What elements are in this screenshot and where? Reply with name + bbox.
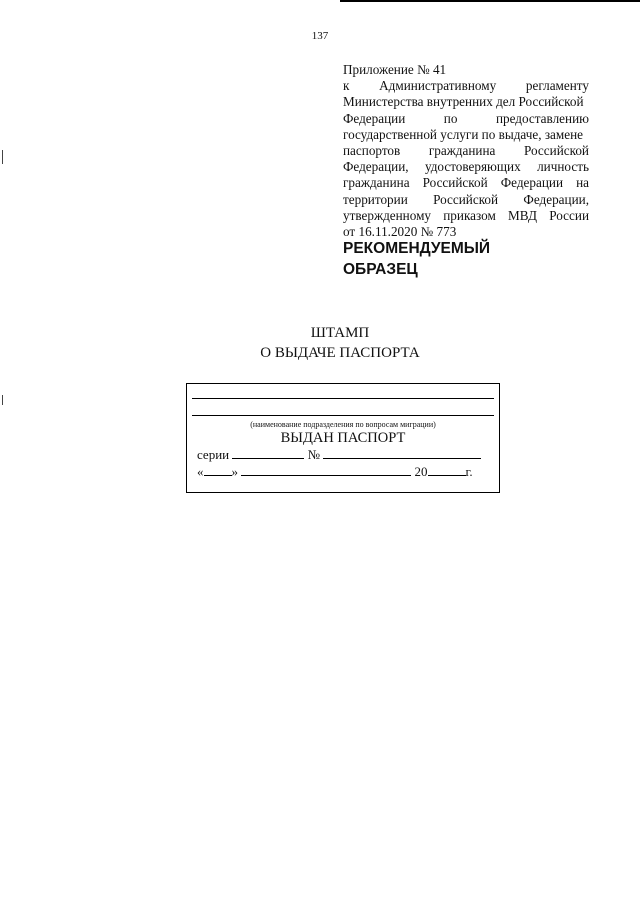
month-blank — [241, 464, 411, 476]
appendix-line: государственной услуги по выдаче, замене — [343, 126, 583, 142]
blank-line — [192, 415, 494, 416]
appendix-line: к Административному регламенту — [343, 78, 589, 94]
migration-unit-caption: (наименование подразделения по вопросам миграции) — [250, 420, 436, 429]
appendix-header — [343, 62, 589, 240]
year-suffix: г. — [465, 464, 473, 479]
stamp-title: ШТАМП О ВЫДАЧЕ ПАСПОРТА — [260, 325, 420, 361]
day-blank — [204, 464, 232, 476]
appendix-line: Федерации, удостоверяющих личность — [343, 159, 589, 175]
quote-close: » — [231, 464, 238, 479]
quote-open: « — [197, 464, 204, 479]
passport-issue-stamp — [186, 383, 500, 493]
appendix-order-date: от 16.11.2020 № 773 — [343, 224, 457, 240]
appendix-line: Федерации по предоставлению — [343, 110, 589, 126]
margin-mark — [2, 150, 3, 164]
appendix-line: Министерства внутренних дел Российской — [343, 94, 584, 110]
top-rule — [340, 0, 640, 2]
appendix-line: паспортов гражданина Российской — [343, 143, 589, 159]
margin-mark — [2, 395, 3, 405]
appendix-line: территории Российской Федерации, — [343, 191, 589, 207]
series-label: серии — [197, 447, 230, 462]
number-label: № — [307, 447, 321, 462]
date-row — [197, 464, 473, 480]
year-prefix: 20 — [414, 464, 428, 479]
year-blank — [428, 464, 466, 476]
appendix-line: гражданина Российской Федерации на — [343, 175, 589, 191]
blank-line — [192, 398, 494, 399]
number-blank — [323, 447, 481, 459]
passport-issued-label: ВЫДАН ПАСПОРТ — [280, 430, 406, 446]
series-number-row — [197, 447, 481, 463]
recommended-sample-heading: РЕКОМЕНДУЕМЫЙ ОБРАЗЕЦ — [343, 240, 491, 278]
appendix-title: Приложение № 41 — [343, 62, 447, 77]
series-blank — [232, 447, 304, 459]
page-number: 137 — [311, 30, 329, 42]
appendix-line: утвержденному приказом МВД России — [343, 207, 589, 223]
